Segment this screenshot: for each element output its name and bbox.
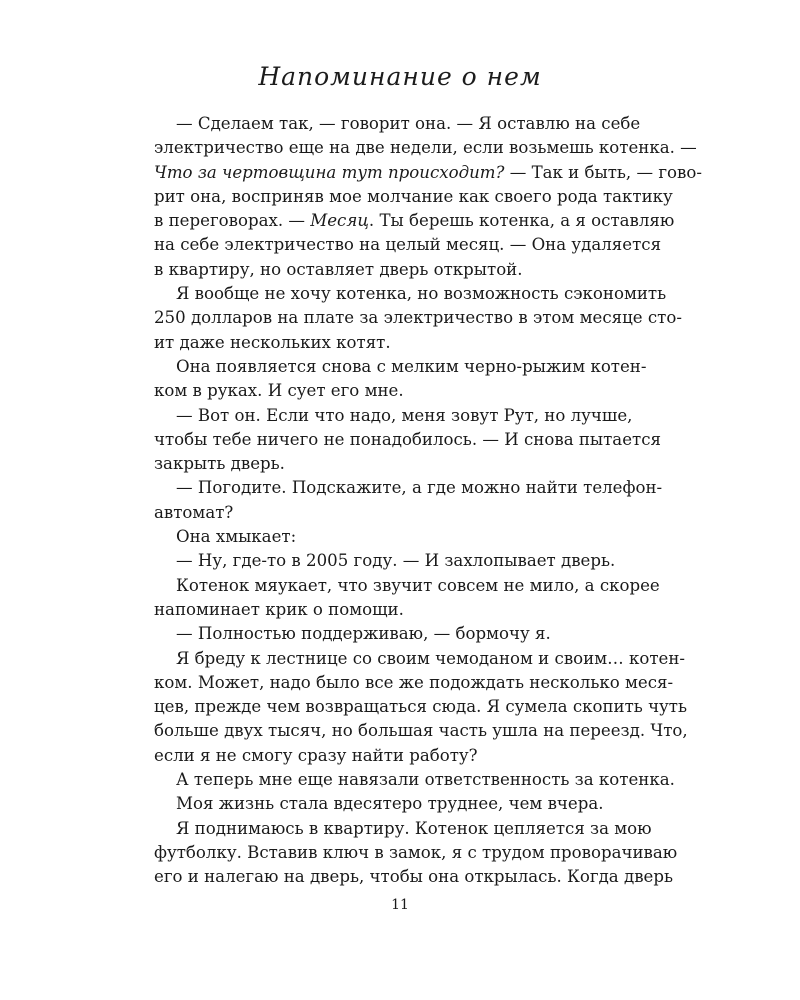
text-line: — Вот он. Если что надо, меня зовут Рут, но лучше, — [176, 405, 633, 425]
text-line: Она хмыкает: — [176, 527, 297, 547]
text-line: 250 долларов на плате за электричество в этом месяце сто- — [154, 308, 682, 328]
text-line: А теперь мне еще навязали ответственность за котенка. — [176, 770, 675, 790]
text-line: рит она, восприняв мое молчание как своего рода тактику — [154, 186, 673, 206]
text-line: — Погодите. Подскажите, а где можно найти телефон- — [176, 478, 663, 498]
text-line: Моя жизнь стала вдесятеро труднее, чем вчера. — [176, 794, 604, 814]
text-line: напоминает крик о помощи. — [154, 599, 404, 619]
text-line: — Сделаем так, — говорит она. — Я оставлю на себе — [176, 114, 641, 133]
text-line: футболку. Вставив ключ в замок, я с трудом проворачиваю — [154, 842, 678, 862]
text-line: ком в руках. И сует его мне. — [154, 381, 404, 401]
text-fragment: — Так и быть, — гово- — [504, 162, 702, 182]
text-line: в квартиру, но оставляет дверь открытой. — [154, 259, 523, 279]
text-line: — Полностью поддерживаю, — бормочу я. — [176, 624, 551, 644]
body-text — [154, 112, 702, 890]
text-line: Она появляется снова с мелким черно-рыжим котен- — [176, 356, 647, 376]
text-line: больше двух тысяч, но большая часть ушла на переезд. Что, — [154, 721, 688, 741]
page-number: 11 — [391, 897, 409, 913]
text-line: закрыть дверь. — [154, 454, 285, 474]
text-line: цев, прежде чем возвращаться сюда. Я сумела скопить чуть — [154, 697, 688, 717]
text-line: — Ну, где-то в 2005 году. — И захлопывает дверь. — [176, 551, 616, 571]
text-line: чтобы тебе ничего не понадобилось. — И снова пытается — [154, 429, 661, 449]
text-line: Я бреду к лестнице со своим чемоданом и своим… котен- — [176, 648, 686, 668]
running-head: Напоминание о нем — [258, 62, 542, 91]
text-line — [154, 161, 702, 185]
text-line: ком. Может, надо было все же подождать несколько меся- — [154, 672, 674, 692]
text-line: его и налегаю на дверь, чтобы она открылась. Когда дверь — [154, 867, 674, 887]
italic-phrase: Что за чертовщина тут происходит? — [154, 162, 505, 182]
text-line: Котенок мяукает, что звучит совсем не мило, а скорее — [176, 575, 660, 595]
text-line: ит даже нескольких котят. — [154, 332, 391, 352]
text-fragment: . Ты берешь котенка, а я оставляю — [368, 211, 675, 231]
text-line: на себе электричество на целый месяц. — Она удаляется — [154, 235, 662, 255]
text-line: Я поднимаюсь в квартиру. Котенок цепляется за мою — [176, 818, 652, 838]
text-line: если я не смогу сразу найти работу? — [154, 745, 478, 765]
text-fragment: в переговорах. — — [154, 211, 311, 231]
text-line: автомат? — [154, 502, 234, 522]
text-line: электричество еще на две недели, если возьмешь котенка. — — [154, 138, 697, 158]
text-line: Я вообще не хочу котенка, но возможность сэкономить — [176, 284, 667, 304]
italic-phrase: Месяц — [310, 211, 369, 231]
text-line — [154, 209, 675, 233]
